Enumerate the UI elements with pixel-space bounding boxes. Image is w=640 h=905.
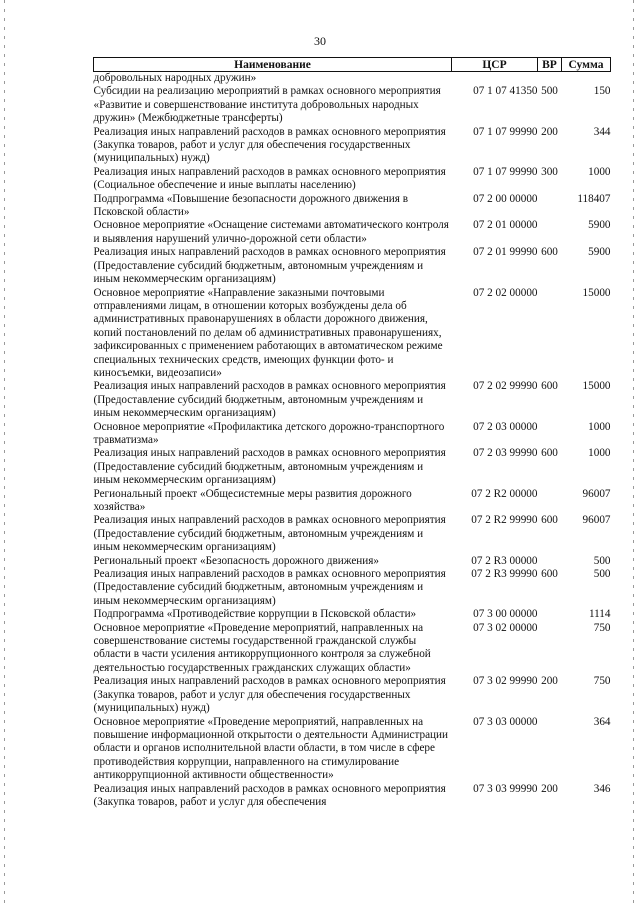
- cell-name: Реализация иных направлений расходов в рамках основного мероприятия (Закупка товаров, работ и услуг для обеспечения: [93, 782, 446, 808]
- cell-sum: 750: [593, 621, 611, 634]
- cell-vr: 300: [541, 165, 558, 178]
- cell-vr: [538, 193, 562, 220]
- cell-sum: [562, 72, 611, 86]
- cell-sum: 1000: [588, 447, 611, 460]
- table-row: [94, 85, 611, 125]
- cell-name: Региональный проект «Безопасность дорожного движения»: [93, 554, 380, 567]
- cell-name: Основное мероприятие «Оснащение системами автоматического контроля и выявления нарушений улично-дорожной сети области»: [93, 219, 449, 245]
- cell-sum: 5900: [588, 219, 611, 232]
- cell-sum: 150: [593, 85, 611, 98]
- table-row: [94, 166, 611, 193]
- budget-table: [93, 57, 611, 809]
- cell-name: Основное мероприятие «Профилактика детского дорожно-транспортного травматизма»: [93, 420, 445, 446]
- cell-vr: 200: [541, 782, 558, 795]
- cell-vr: 600: [541, 514, 558, 527]
- cell-sum: 1114: [588, 608, 611, 621]
- cell-vr: [538, 488, 562, 515]
- cell-sum: 750: [593, 675, 611, 688]
- cell-csr: 07 1 07 99990: [473, 165, 538, 178]
- cell-vr: 200: [541, 125, 558, 138]
- cell-csr: 07 1 07 99990: [473, 125, 538, 138]
- cell-sum: 5900: [588, 246, 611, 259]
- cell-sum: 1000: [588, 420, 611, 433]
- cell-name: Основное мероприятие «Проведение мероприятий, направленных на совершенствование системы государственной гражданской службы области в части усиления антикоррупционного контроля за служебной деятельностью государственных гражданских служащих области»: [93, 621, 431, 674]
- table-row: [94, 608, 611, 621]
- table-body: [94, 72, 611, 810]
- cell-name: Реализация иных направлений расходов в рамках основного мероприятия (Предоставление субсидий бюджетным, автономным учреждениям и иным некоммерческим организациям): [93, 380, 446, 420]
- cell-name: Реализация иных направлений расходов в рамках основного мероприятия (Предоставление субсидий бюджетным, автономным учреждениям и иным некоммерческим организациям): [93, 514, 446, 554]
- header-name: Наименование: [94, 58, 452, 72]
- cell-csr: 07 3 03 99990: [473, 782, 538, 795]
- cell-sum: 364: [593, 715, 611, 728]
- cell-name: Основное мероприятие «Проведение мероприятий, направленных на повышение информационной открытости о деятельности Администрации области и органов исполнительной власти области, в том числе в сфере противодействия коррупции, направленного на стимулирование антикоррупционной активности общественности»: [93, 715, 449, 782]
- cell-csr: 07 2 01 99990: [473, 246, 538, 259]
- cell-csr: [452, 72, 538, 86]
- table-row: [94, 287, 611, 381]
- table-row: [94, 622, 611, 676]
- cell-csr: 07 1 07 41350: [473, 85, 538, 98]
- table-row: [94, 421, 611, 448]
- table-row: [94, 126, 611, 166]
- cell-csr: 07 3 02 00000: [473, 621, 538, 634]
- table-row: [94, 488, 611, 515]
- cell-sum: 346: [593, 782, 611, 795]
- cell-name: Реализация иных направлений расходов в рамках основного мероприятия (Закупка товаров, работ и услуг для обеспечения государственных (муниципальных) нужд): [93, 675, 446, 715]
- cell-csr: 07 2 01 00000: [473, 219, 538, 232]
- cell-csr: 07 2 02 00000: [473, 286, 538, 299]
- cell-sum: 96007: [582, 514, 611, 527]
- table-row: [94, 783, 611, 810]
- cell-name: Реализация иных направлений расходов в рамках основного мероприятия (Предоставление субсидий бюджетным, автономным учреждениям и иным некоммерческим организациям): [93, 568, 446, 607]
- table-header-row: [94, 58, 611, 72]
- cell-vr: [538, 421, 562, 448]
- scan-edge-right: [633, 0, 634, 905]
- cell-vr: 600: [541, 246, 558, 259]
- table-row: [94, 514, 611, 554]
- cell-csr: 07 2 03 99990: [473, 447, 538, 460]
- table-row: [94, 380, 611, 420]
- cell-csr: 07 2 03 00000: [473, 420, 538, 433]
- cell-name: Региональный проект «Общесистемные меры развития дорожного хозяйства»: [93, 487, 412, 513]
- cell-sum: 500: [593, 568, 611, 581]
- page-number: 30: [314, 34, 326, 48]
- cell-vr: 200: [541, 675, 558, 688]
- cell-name: Реализация иных направлений расходов в рамках основного мероприятия (Социальное обеспечение и иные выплаты населению): [93, 165, 446, 192]
- cell-csr: 07 3 03 00000: [473, 715, 538, 728]
- table-row: [94, 716, 611, 783]
- cell-vr: 600: [541, 568, 558, 581]
- cell-vr: 600: [541, 380, 558, 393]
- cell-sum: 15000: [582, 286, 611, 299]
- header-csr: ЦСР: [452, 58, 538, 72]
- cell-sum: 500: [593, 554, 611, 567]
- cell-sum: 344: [593, 125, 611, 138]
- table-row: [94, 246, 611, 286]
- cell-name: Основное мероприятие «Направление заказными почтовыми отправлениями лицам, в отношении которых возбуждены дела об административных правонарушениях в области дорожного движения, копий постановлений по делам об административных правонарушениях, зафиксированных с применением работающих в автоматическом режиме специальных технических средств, имеющих функции фото- и киносъемки, видеозаписи»: [93, 286, 443, 379]
- cell-name: Подпрограмма «Повышение безопасности дорожного движения в Псковской области»: [93, 192, 409, 219]
- cell-csr: 07 2 02 99990: [473, 380, 538, 393]
- cell-vr: [538, 287, 562, 381]
- cell-csr: 07 2 R3 99990: [471, 568, 538, 581]
- table-row: [94, 568, 611, 608]
- cell-vr: [538, 72, 562, 86]
- cell-vr: [538, 716, 562, 783]
- cell-csr: 07 2 R2 99990: [471, 514, 538, 527]
- cell-name: добровольных народных дружин»: [93, 72, 257, 84]
- table-row: [94, 555, 611, 568]
- cell-csr: 07 2 R3 00000: [471, 554, 538, 567]
- table-row: [94, 219, 611, 246]
- table-row: [94, 447, 611, 487]
- cell-vr: [538, 608, 562, 621]
- cell-name: Реализация иных направлений расходов в рамках основного мероприятия (Предоставление субсидий бюджетным, автономным учреждениям и иным некоммерческим организациям): [93, 246, 446, 286]
- scan-edge-left: [4, 0, 5, 905]
- table-row: [94, 193, 611, 220]
- cell-sum: 15000: [582, 380, 611, 393]
- table-row: [94, 675, 611, 715]
- cell-vr: [538, 622, 562, 676]
- cell-csr: 07 3 02 99990: [473, 675, 538, 688]
- cell-name: Реализация иных направлений расходов в рамках основного мероприятия (Предоставление субсидий бюджетным, автономным учреждениям и иным некоммерческим организациям): [93, 447, 446, 487]
- cell-csr: 07 2 00 00000: [473, 192, 538, 205]
- cell-sum: 118407: [577, 192, 611, 205]
- cell-csr: 07 2 R2 00000: [471, 487, 538, 500]
- cell-name: Подпрограмма «Противодействие коррупции в Псковской области»: [93, 608, 417, 621]
- table-row: [94, 72, 611, 86]
- cell-vr: 600: [541, 447, 558, 460]
- cell-sum: 96007: [582, 487, 611, 500]
- header-sum: Сумма: [562, 58, 611, 72]
- cell-vr: [538, 555, 562, 568]
- cell-vr: 500: [541, 85, 558, 98]
- cell-vr: [538, 219, 562, 246]
- cell-name: Реализация иных направлений расходов в рамках основного мероприятия (Закупка товаров, работ и услуг для обеспечения государственных (муниципальных) нужд): [93, 125, 446, 165]
- cell-csr: 07 3 00 00000: [473, 608, 538, 621]
- header-vr: ВР: [538, 58, 562, 72]
- cell-name: Субсидии на реализацию мероприятий в рамках основного мероприятия «Развитие и совершенствование института добровольных народных дружин» (Межбюджетные трансферты): [93, 85, 441, 125]
- cell-sum: 1000: [588, 165, 611, 178]
